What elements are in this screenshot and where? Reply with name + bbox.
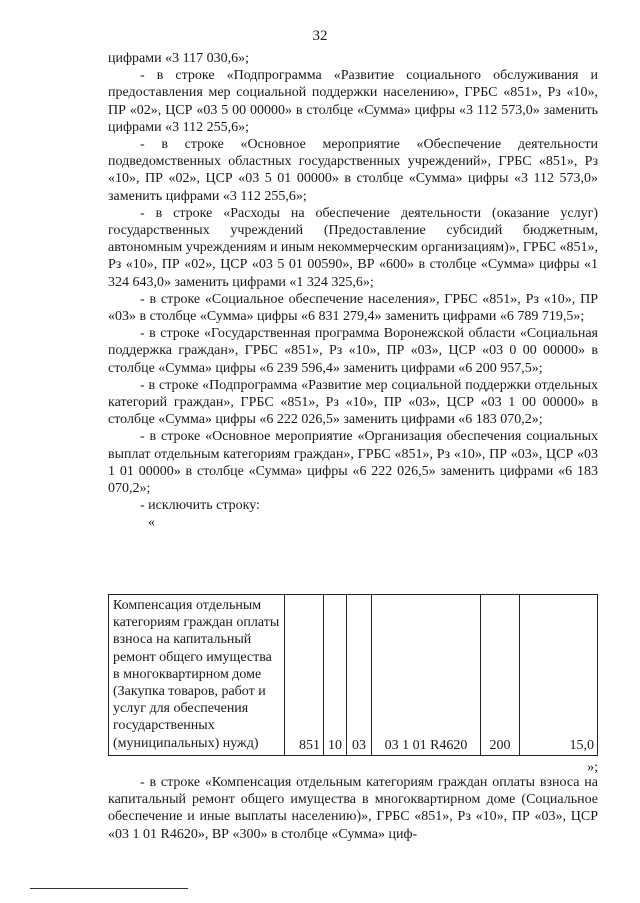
pr-cell: 03 (347, 595, 372, 756)
paragraph-amendment: - в строке «Основное мероприятие «Обеспечение деятельности подведомственных областных государственных учреждений», ГРБС «851», Рз «10», ПР «02», ЦСР «03 5 01 00000» в столбце «Сумма» цифры «3 112 573,0» заменить цифрами «3 112 255,6»; (108, 137, 598, 204)
paragraph-amendment: - в строке «Социальное обеспечение населения», ГРБС «851», Рз «10», ПР «03» в столбце «Сумма» цифры «6 831 279,4» заменить цифрами «6 789 719,5»; (108, 291, 598, 325)
footer-rule (30, 888, 188, 889)
rz-cell: 10 (324, 595, 347, 756)
paragraph-continuation: цифрами «3 117 030,6»; (108, 51, 249, 66)
sum-cell: 15,0 (520, 595, 598, 756)
excluded-row-table (108, 594, 598, 756)
document-body-after-table (108, 774, 598, 843)
paragraph-amendment: - в строке «Государственная программа Воронежской области «Социальная поддержка граждан», ГРБС «851», Рз «10», ПР «03», ЦСР «03 0 00 00000» в столбце «Сумма» цифры «6 239 596,4» заменить цифрами «6 200 957,5»; (108, 326, 598, 376)
paragraph-exclude-row: - исключить строку: (140, 498, 260, 514)
grbs-cell: 851 (285, 595, 324, 756)
paragraph-amendment: - в строке «Компенсация отдельным категориям граждан оплаты взноса на капитальный ремонт общего имущества в многоквартирном доме (Социальное обеспечение и иные выплаты населению)», ГРБС «851», Рз «10», ПР «03», ЦСР «03 1 01 R4620», ВР «300» в столбце «Сумма» циф- (108, 775, 598, 842)
paragraph-amendment: - в строке «Основное мероприятие «Организация обеспечения социальных выплат отдельным категориям граждан», ГРБС «851», Рз «10», ПР «03», ЦСР «03 1 01 00000» в столбце «Сумма» цифры «6 222 026,5» заменить цифрами «6 183 070,2»; (108, 429, 598, 497)
page-number: 32 (312, 28, 328, 44)
vr-cell: 200 (481, 595, 520, 756)
csr-cell: 03 1 01 R4620 (372, 595, 481, 756)
paragraph-amendment: - в строке «Расходы на обеспечение деятельности (оказание услуг) государственных учреждений (Предоставление субсидий бюджетным, автономным учреждениям и иным некоммерческим организациям)», ГРБС «851», Рз «10», ПР «02», ЦСР «03 5 01 00590», ВР «600» в столбце «Сумма» цифры «1 324 643,0» заменить цифрами «1 324 325,6»; (108, 205, 598, 290)
paragraph-amendment: - в строке «Подпрограмма «Развитие социального обслуживания и предоставления мер социальной поддержки населению», ГРБС «851», Рз «10», ПР «02», ЦСР «03 5 00 00000» в столбце «Сумма» цифры «3 112 573,0» заменить цифрами «3 112 255,6»; (108, 68, 598, 135)
open-quote: « (148, 515, 155, 531)
document-body (108, 50, 598, 532)
close-quote: »; (587, 760, 598, 775)
paragraph-amendment: - в строке «Подпрограмма «Развитие мер социальной поддержки отдельных категорий граждан», ГРБС «851», Рз «10», ПР «03», ЦСР «03 1 00 00000» в столбце «Сумма» цифры «6 222 026,5» заменить цифрами «6 183 070,2»; (108, 377, 598, 428)
row-name-cell: Компенсация отдельным категориям граждан оплаты взноса на капитальный ремонт общего имущества в многоквартирном доме (Закупка товаров, работ и услуг для обеспечения государственных (муниципальных) нужд) (109, 595, 285, 756)
table-row (109, 595, 598, 756)
